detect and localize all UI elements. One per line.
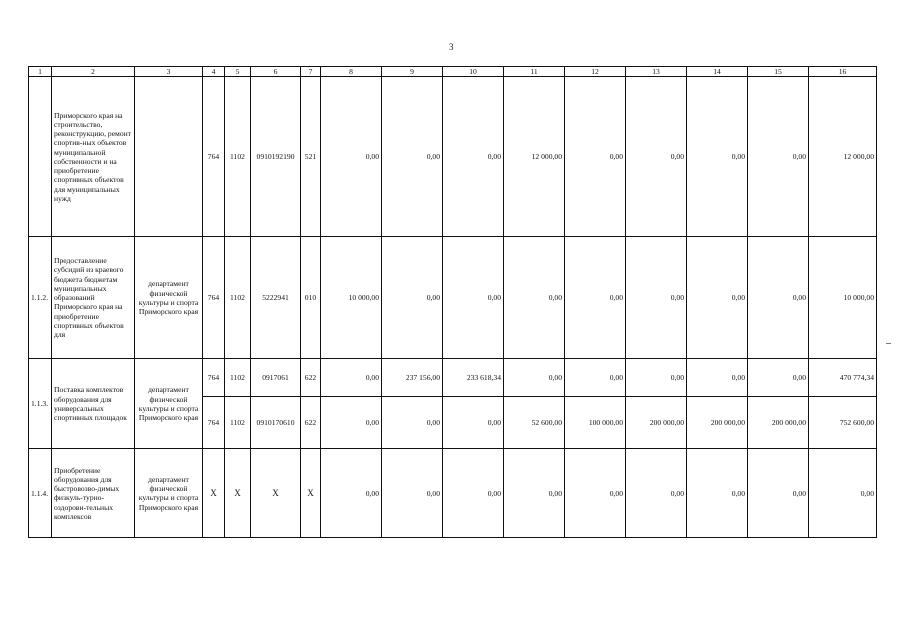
header-cell: 11 — [504, 67, 565, 77]
row-code-target: X — [251, 449, 301, 538]
value-cell: 100 000,00 — [565, 397, 626, 449]
value-cell: 0,00 — [443, 77, 504, 237]
row-code-expense: 622 — [301, 397, 321, 449]
row-index: 1.1.2. — [29, 237, 52, 359]
header-cell: 10 — [443, 67, 504, 77]
header-cell: 1 — [29, 67, 52, 77]
table-row — [29, 237, 877, 359]
value-cell: 0,00 — [382, 237, 443, 359]
row-code-ministry: 764 — [203, 77, 225, 237]
header-cell: 6 — [251, 67, 301, 77]
total-cell: 752 600,00 — [809, 397, 877, 449]
value-cell: 0,00 — [504, 449, 565, 538]
header-row — [29, 67, 877, 77]
row-code-section: 1102 — [225, 359, 251, 397]
row-name: Предоставление субсидий из краевого бюджета бюджетам муниципальных образований Приморского края на приобретение спортивных объектов для — [52, 237, 135, 359]
total-cell: 12 000,00 — [809, 77, 877, 237]
row-code-target: 0910170610 — [251, 397, 301, 449]
header-cell: 14 — [687, 67, 748, 77]
header-cell: 16 — [809, 67, 877, 77]
row-name: Приобретение оборудования для быстровозво-димых физкуль-турно-оздорови-тельных комплексов — [52, 449, 135, 538]
row-code-target: 5222941 — [251, 237, 301, 359]
value-cell: 0,00 — [687, 237, 748, 359]
total-cell: 10 000,00 — [809, 237, 877, 359]
value-cell: 0,00 — [504, 359, 565, 397]
row-department — [135, 77, 203, 237]
row-code-expense: X — [301, 449, 321, 538]
value-cell: 0,00 — [321, 397, 382, 449]
value-cell: 0,00 — [687, 77, 748, 237]
page-number: 3 — [449, 42, 454, 52]
table-row — [29, 449, 877, 538]
row-code-target: 0917061 — [251, 359, 301, 397]
value-cell: 0,00 — [748, 449, 809, 538]
header-cell: 3 — [135, 67, 203, 77]
header-cell: 8 — [321, 67, 382, 77]
margin-mark — [886, 343, 891, 344]
row-code-expense: 521 — [301, 77, 321, 237]
value-cell: 0,00 — [626, 77, 687, 237]
value-cell: 0,00 — [565, 77, 626, 237]
value-cell: 200 000,00 — [748, 397, 809, 449]
value-cell: 0,00 — [626, 449, 687, 538]
value-cell: 12 000,00 — [504, 77, 565, 237]
value-cell: 0,00 — [443, 397, 504, 449]
header-cell: 15 — [748, 67, 809, 77]
header-cell: 9 — [382, 67, 443, 77]
value-cell: 0,00 — [382, 77, 443, 237]
value-cell: 0,00 — [565, 449, 626, 538]
value-cell: 0,00 — [626, 237, 687, 359]
row-code-section: 1102 — [225, 77, 251, 237]
row-index — [29, 77, 52, 237]
value-cell: 0,00 — [321, 77, 382, 237]
value-cell: 0,00 — [748, 237, 809, 359]
value-cell: 0,00 — [443, 449, 504, 538]
value-cell: 0,00 — [565, 359, 626, 397]
value-cell: 10 000,00 — [321, 237, 382, 359]
value-cell: 0,00 — [687, 449, 748, 538]
value-cell: 0,00 — [748, 77, 809, 237]
budget-table — [28, 66, 877, 538]
header-cell: 12 — [565, 67, 626, 77]
value-cell: 0,00 — [504, 237, 565, 359]
value-cell: 0,00 — [748, 359, 809, 397]
row-code-ministry: 764 — [203, 237, 225, 359]
row-code-section: 1102 — [225, 397, 251, 449]
row-code-ministry: 764 — [203, 397, 225, 449]
value-cell: 0,00 — [565, 237, 626, 359]
row-code-target: 0910192190 — [251, 77, 301, 237]
table-row — [29, 359, 877, 397]
value-cell: 237 156,00 — [382, 359, 443, 397]
value-cell: 0,00 — [382, 449, 443, 538]
value-cell: 0,00 — [321, 359, 382, 397]
header-cell: 5 — [225, 67, 251, 77]
row-code-ministry: X — [203, 449, 225, 538]
row-department: департамент физической культуры и спорта Приморского края — [135, 359, 203, 449]
value-cell: 0,00 — [687, 359, 748, 397]
row-department: департамент физической культуры и спорта Приморского края — [135, 237, 203, 359]
value-cell: 0,00 — [321, 449, 382, 538]
header-cell: 13 — [626, 67, 687, 77]
header-cell: 7 — [301, 67, 321, 77]
header-cell: 4 — [203, 67, 225, 77]
row-code-expense: 010 — [301, 237, 321, 359]
row-index: 1.1.4. — [29, 449, 52, 538]
value-cell: 0,00 — [382, 397, 443, 449]
header-cell: 2 — [52, 67, 135, 77]
value-cell: 0,00 — [443, 237, 504, 359]
row-code-section: 1102 — [225, 237, 251, 359]
row-department: департамент физической культуры и спорта Приморского края — [135, 449, 203, 538]
value-cell: 52 600,00 — [504, 397, 565, 449]
row-code-section: X — [225, 449, 251, 538]
row-code-ministry: 764 — [203, 359, 225, 397]
total-cell: 470 774,34 — [809, 359, 877, 397]
value-cell: 200 000,00 — [626, 397, 687, 449]
row-code-expense: 622 — [301, 359, 321, 397]
value-cell: 200 000,00 — [687, 397, 748, 449]
value-cell: 0,00 — [626, 359, 687, 397]
value-cell: 233 618,34 — [443, 359, 504, 397]
row-index: 1.1.3. — [29, 359, 52, 449]
row-name: Приморского края на строительство, реконструкцию, ремонт спортив-ных объектов муниципальной собственности и на приобретение спортивных объектов для муниципальных нужд — [52, 77, 135, 237]
total-cell: 0,00 — [809, 449, 877, 538]
row-name: Поставка комплектов оборудования для универсальных спортивных площадок — [52, 359, 135, 449]
table-row — [29, 77, 877, 237]
